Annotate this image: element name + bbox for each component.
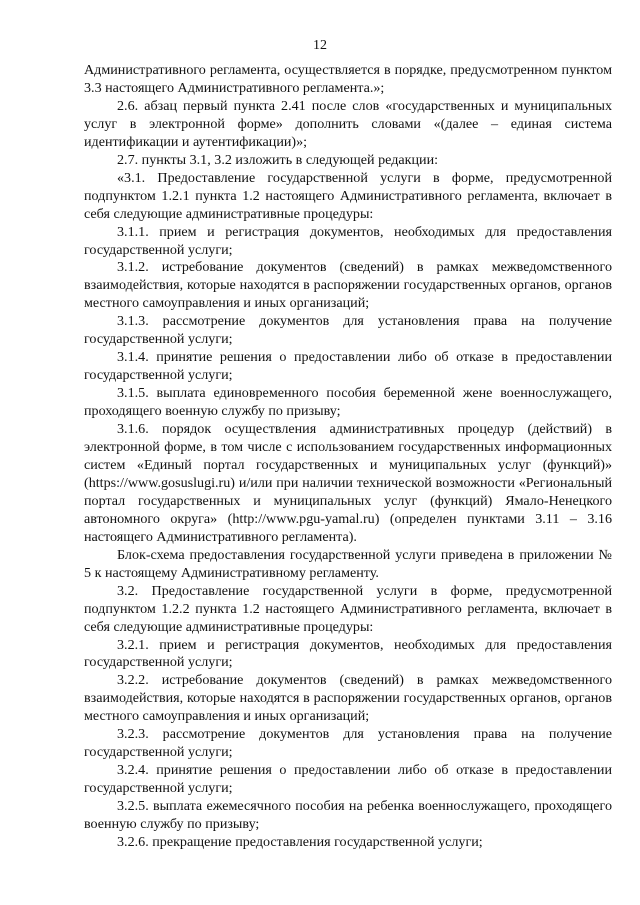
document-body bbox=[84, 62, 612, 852]
paragraph-3-2: 3.2. Предоставление государственной услуги в форме, предусмотренной подпунктом 1.2.2 пункта 1.2 настоящего Административного регламента, включает в себя следующие административные процедуры: bbox=[84, 582, 612, 635]
paragraph-3-2-2: 3.2.2. истребование документов (сведений) в рамках межведомственного взаимодействия, которые находятся в распоряжении государственных органов, органов местного самоуправления и иных организаций; bbox=[84, 672, 612, 725]
paragraph-3-1-2: 3.1.2. истребование документов (сведений) в рамках межведомственного взаимодействия, которые находятся в распоряжении государственных органов, органов местного самоуправления и иных организаций; bbox=[84, 259, 612, 312]
paragraph-3-2-5: 3.2.5. выплата ежемесячного пособия на ребенка военнослужащего, проходящего военную службу по призыву; bbox=[84, 798, 612, 833]
paragraph-3-1-1: 3.1.1. прием и регистрация документов, необходимых для предоставления государственной услуги; bbox=[84, 223, 612, 258]
paragraph-3-2-1: 3.2.1. прием и регистрация документов, необходимых для предоставления государственной услуги; bbox=[84, 636, 612, 671]
paragraph-3-1: «3.1. Предоставление государственной услуги в форме, предусмотренной подпунктом 1.2.1 пункта 1.2 настоящего Административного регламента, включает в себя следующие административные процедуры: bbox=[84, 169, 612, 222]
paragraph-2-6: 2.6. абзац первый пункта 2.41 после слов «государственных и муниципальных услуг в электронной форме» дополнить словами «(далее – единая система идентификации и аутентификации)»; bbox=[84, 97, 612, 150]
paragraph-3-1-5: 3.1.5. выплата единовременного пособия беременной жене военнослужащего, проходящего военную службу по призыву; bbox=[84, 385, 612, 420]
paragraph-2-7: 2.7. пункты 3.1, 3.2 изложить в следующей редакции: bbox=[117, 151, 439, 168]
paragraph-3-1-4: 3.1.4. принятие решения о предоставлении либо об отказе в предоставлении государственной услуги; bbox=[84, 349, 612, 384]
paragraph-3-2-6: 3.2.6. прекращение предоставления государственной услуги; bbox=[117, 833, 483, 850]
page-number: 12 bbox=[313, 38, 327, 53]
paragraph-3-2-3: 3.2.3. рассмотрение документов для установления права на получение государственной услуги; bbox=[84, 726, 612, 761]
paragraph-3-1-6: 3.1.6. порядок осуществления административных процедур (действий) в электронной форме, в том числе с использованием государственных информационных систем «Единый портал государственных и муниципальных услуг (функций)» (https://www.gosuslugi.ru) и/или при наличии технической возможности «Региональный портал государственных и муниципальных услуг (функций) Ямало-Ненецкого автономного округа» (http://www.pgu-yamal.ru) (определен пунктами 3.11 – 3.16 настоящего Административного регламента). bbox=[84, 421, 612, 545]
paragraph-block-scheme: Блок-схема предоставления государственной услуги приведена в приложении № 5 к настоящему Административному регламенту. bbox=[84, 546, 612, 581]
paragraph-3-2-4: 3.2.4. принятие решения о предоставлении либо об отказе в предоставлении государственной услуги; bbox=[84, 762, 612, 797]
paragraph-continuation: Административного регламента, осуществляется в порядке, предусмотренном пунктом 3.3 настоящего Административного регламента.»; bbox=[84, 62, 612, 96]
paragraph-3-1-3: 3.1.3. рассмотрение документов для установления права на получение государственной услуги; bbox=[84, 313, 612, 348]
